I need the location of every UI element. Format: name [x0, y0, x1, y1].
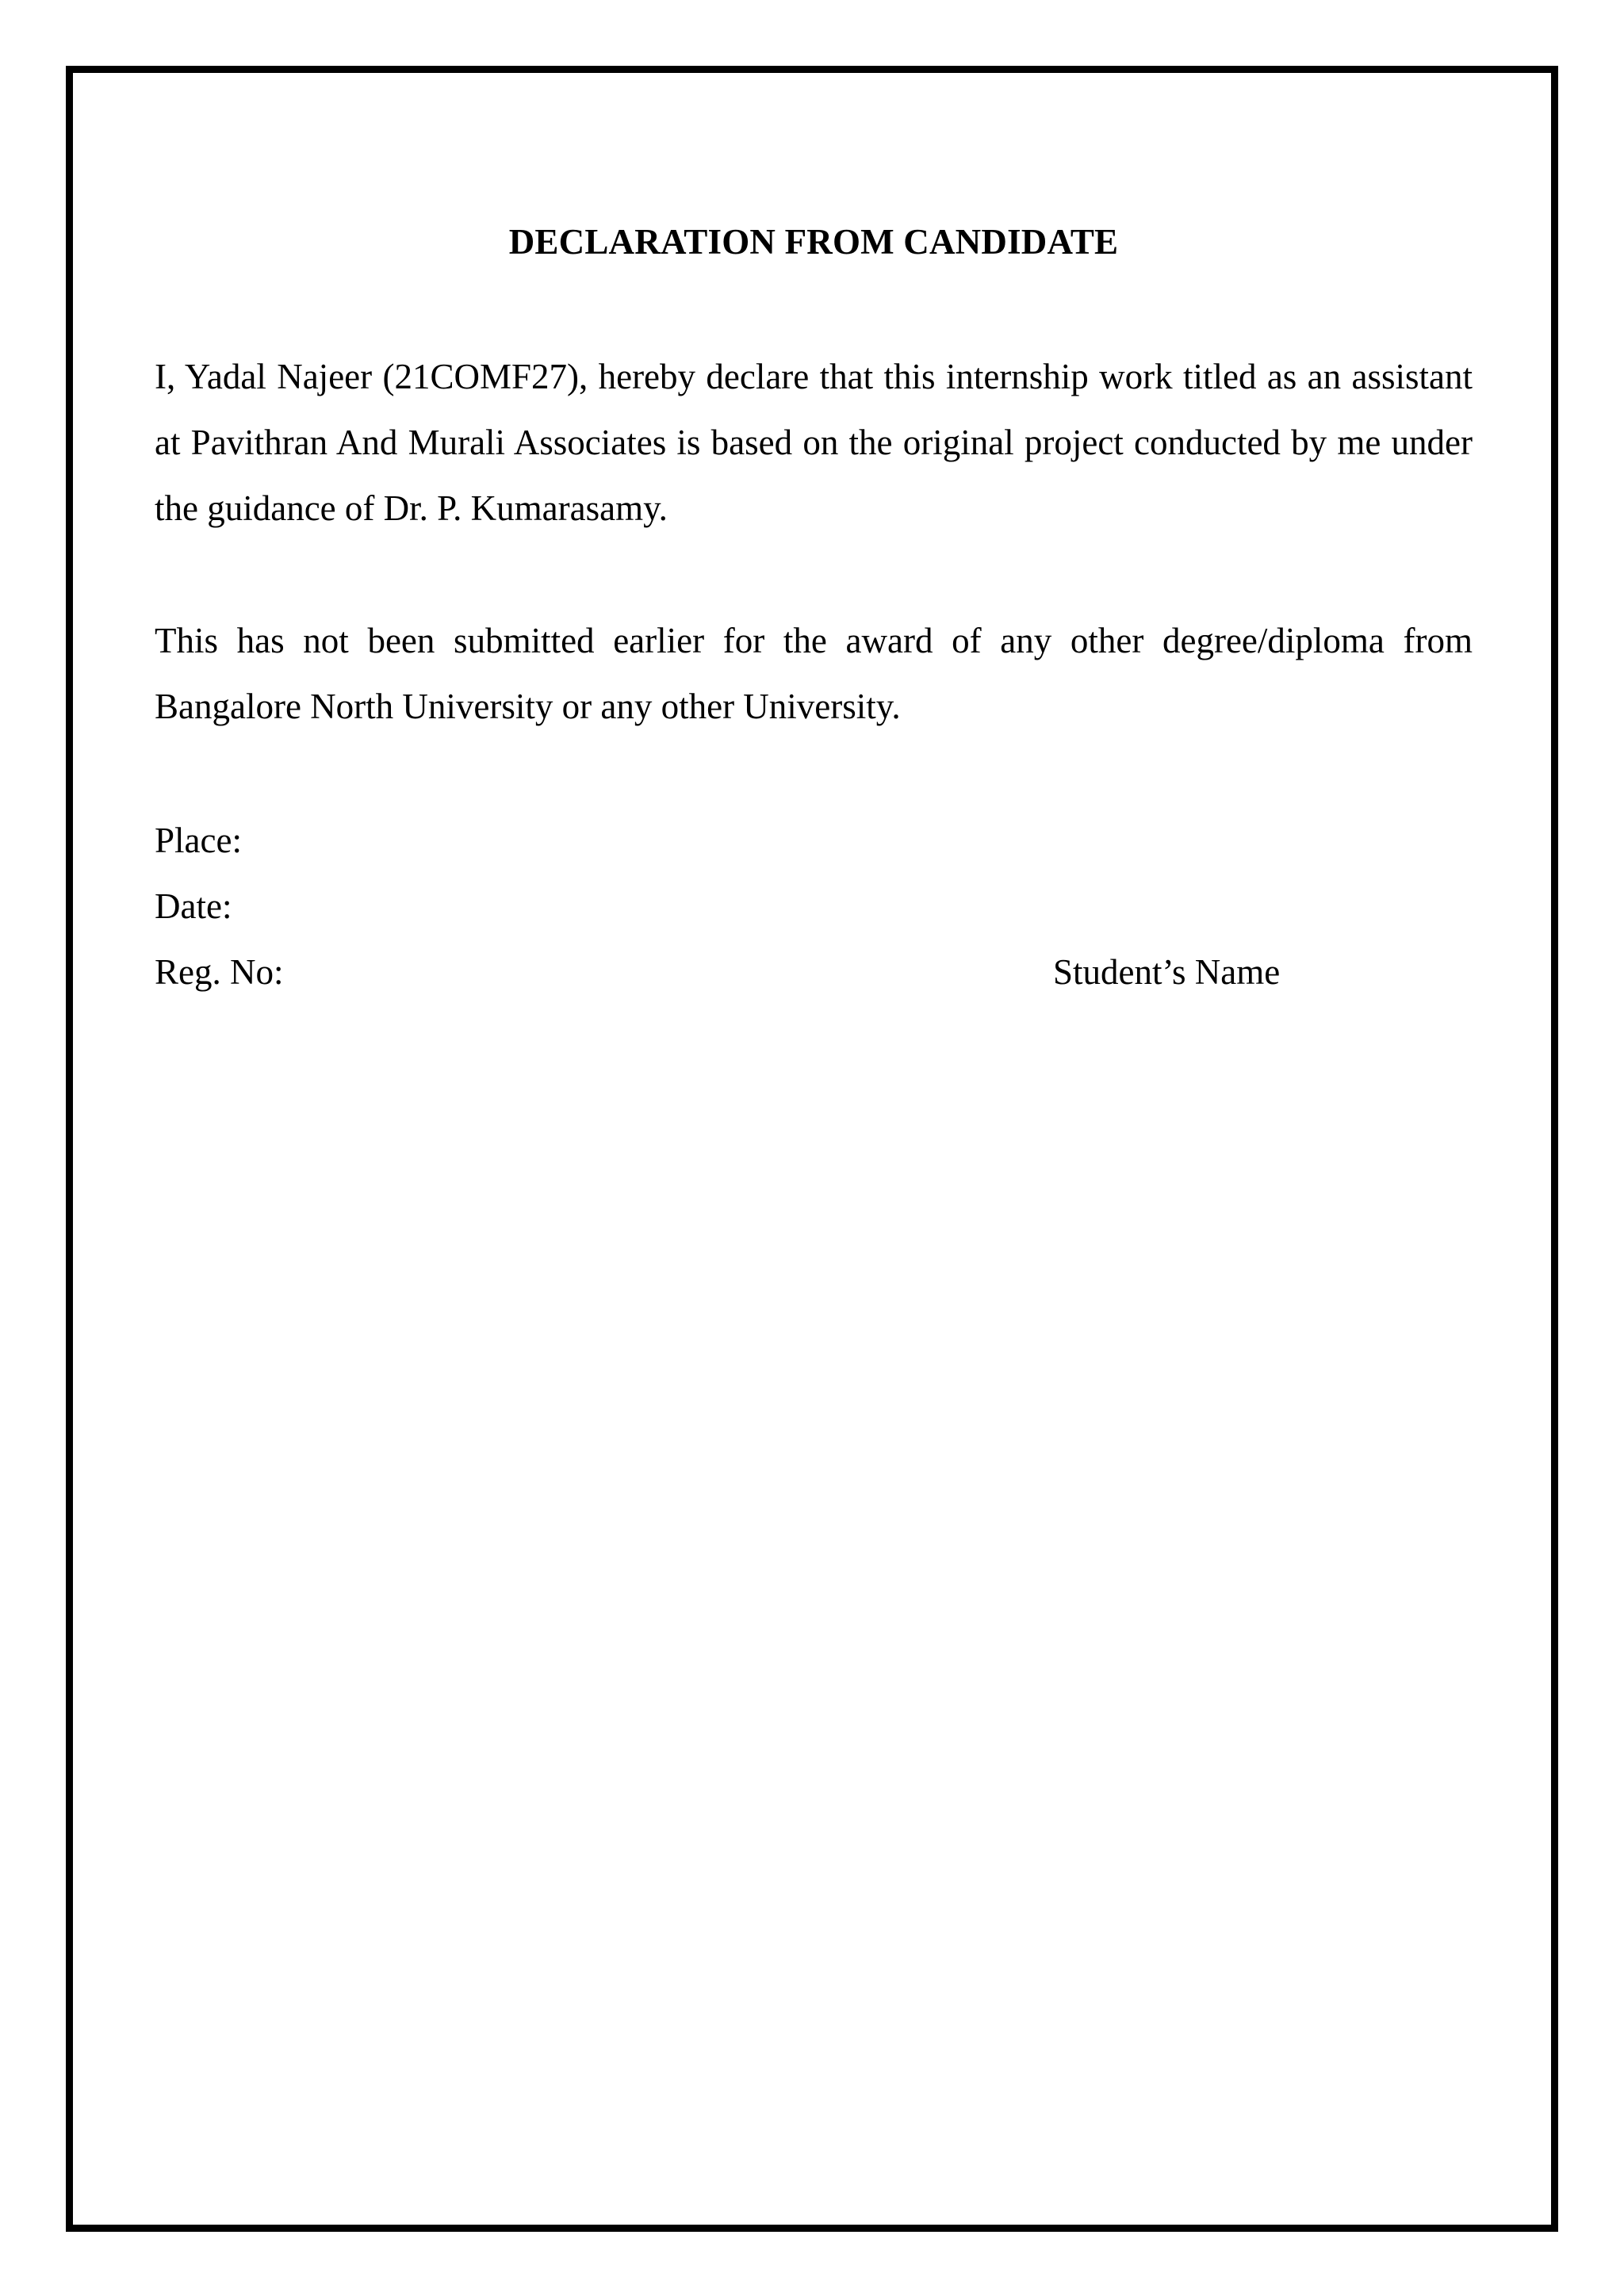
declaration-paragraph: I, Yadal Najeer (21COMF27), hereby declare that this internship work titled as an assistant at Pavithran And Murali Associates is based on the original project conducted by me under the guidance of Dr. P. Kumarasamy. [155, 357, 1473, 528]
student-name-label: Student’s Name [1053, 952, 1281, 992]
page-title: DECLARATION FROM CANDIDATE [508, 222, 1119, 262]
submission-paragraph: This has not been submitted earlier for the award of any other degree/diploma from Bangalore North University or any other University. [155, 621, 1473, 726]
place-label: Place: [155, 821, 242, 860]
date-label: Date: [155, 886, 232, 926]
reg-no-label: Reg. No: [155, 952, 284, 992]
